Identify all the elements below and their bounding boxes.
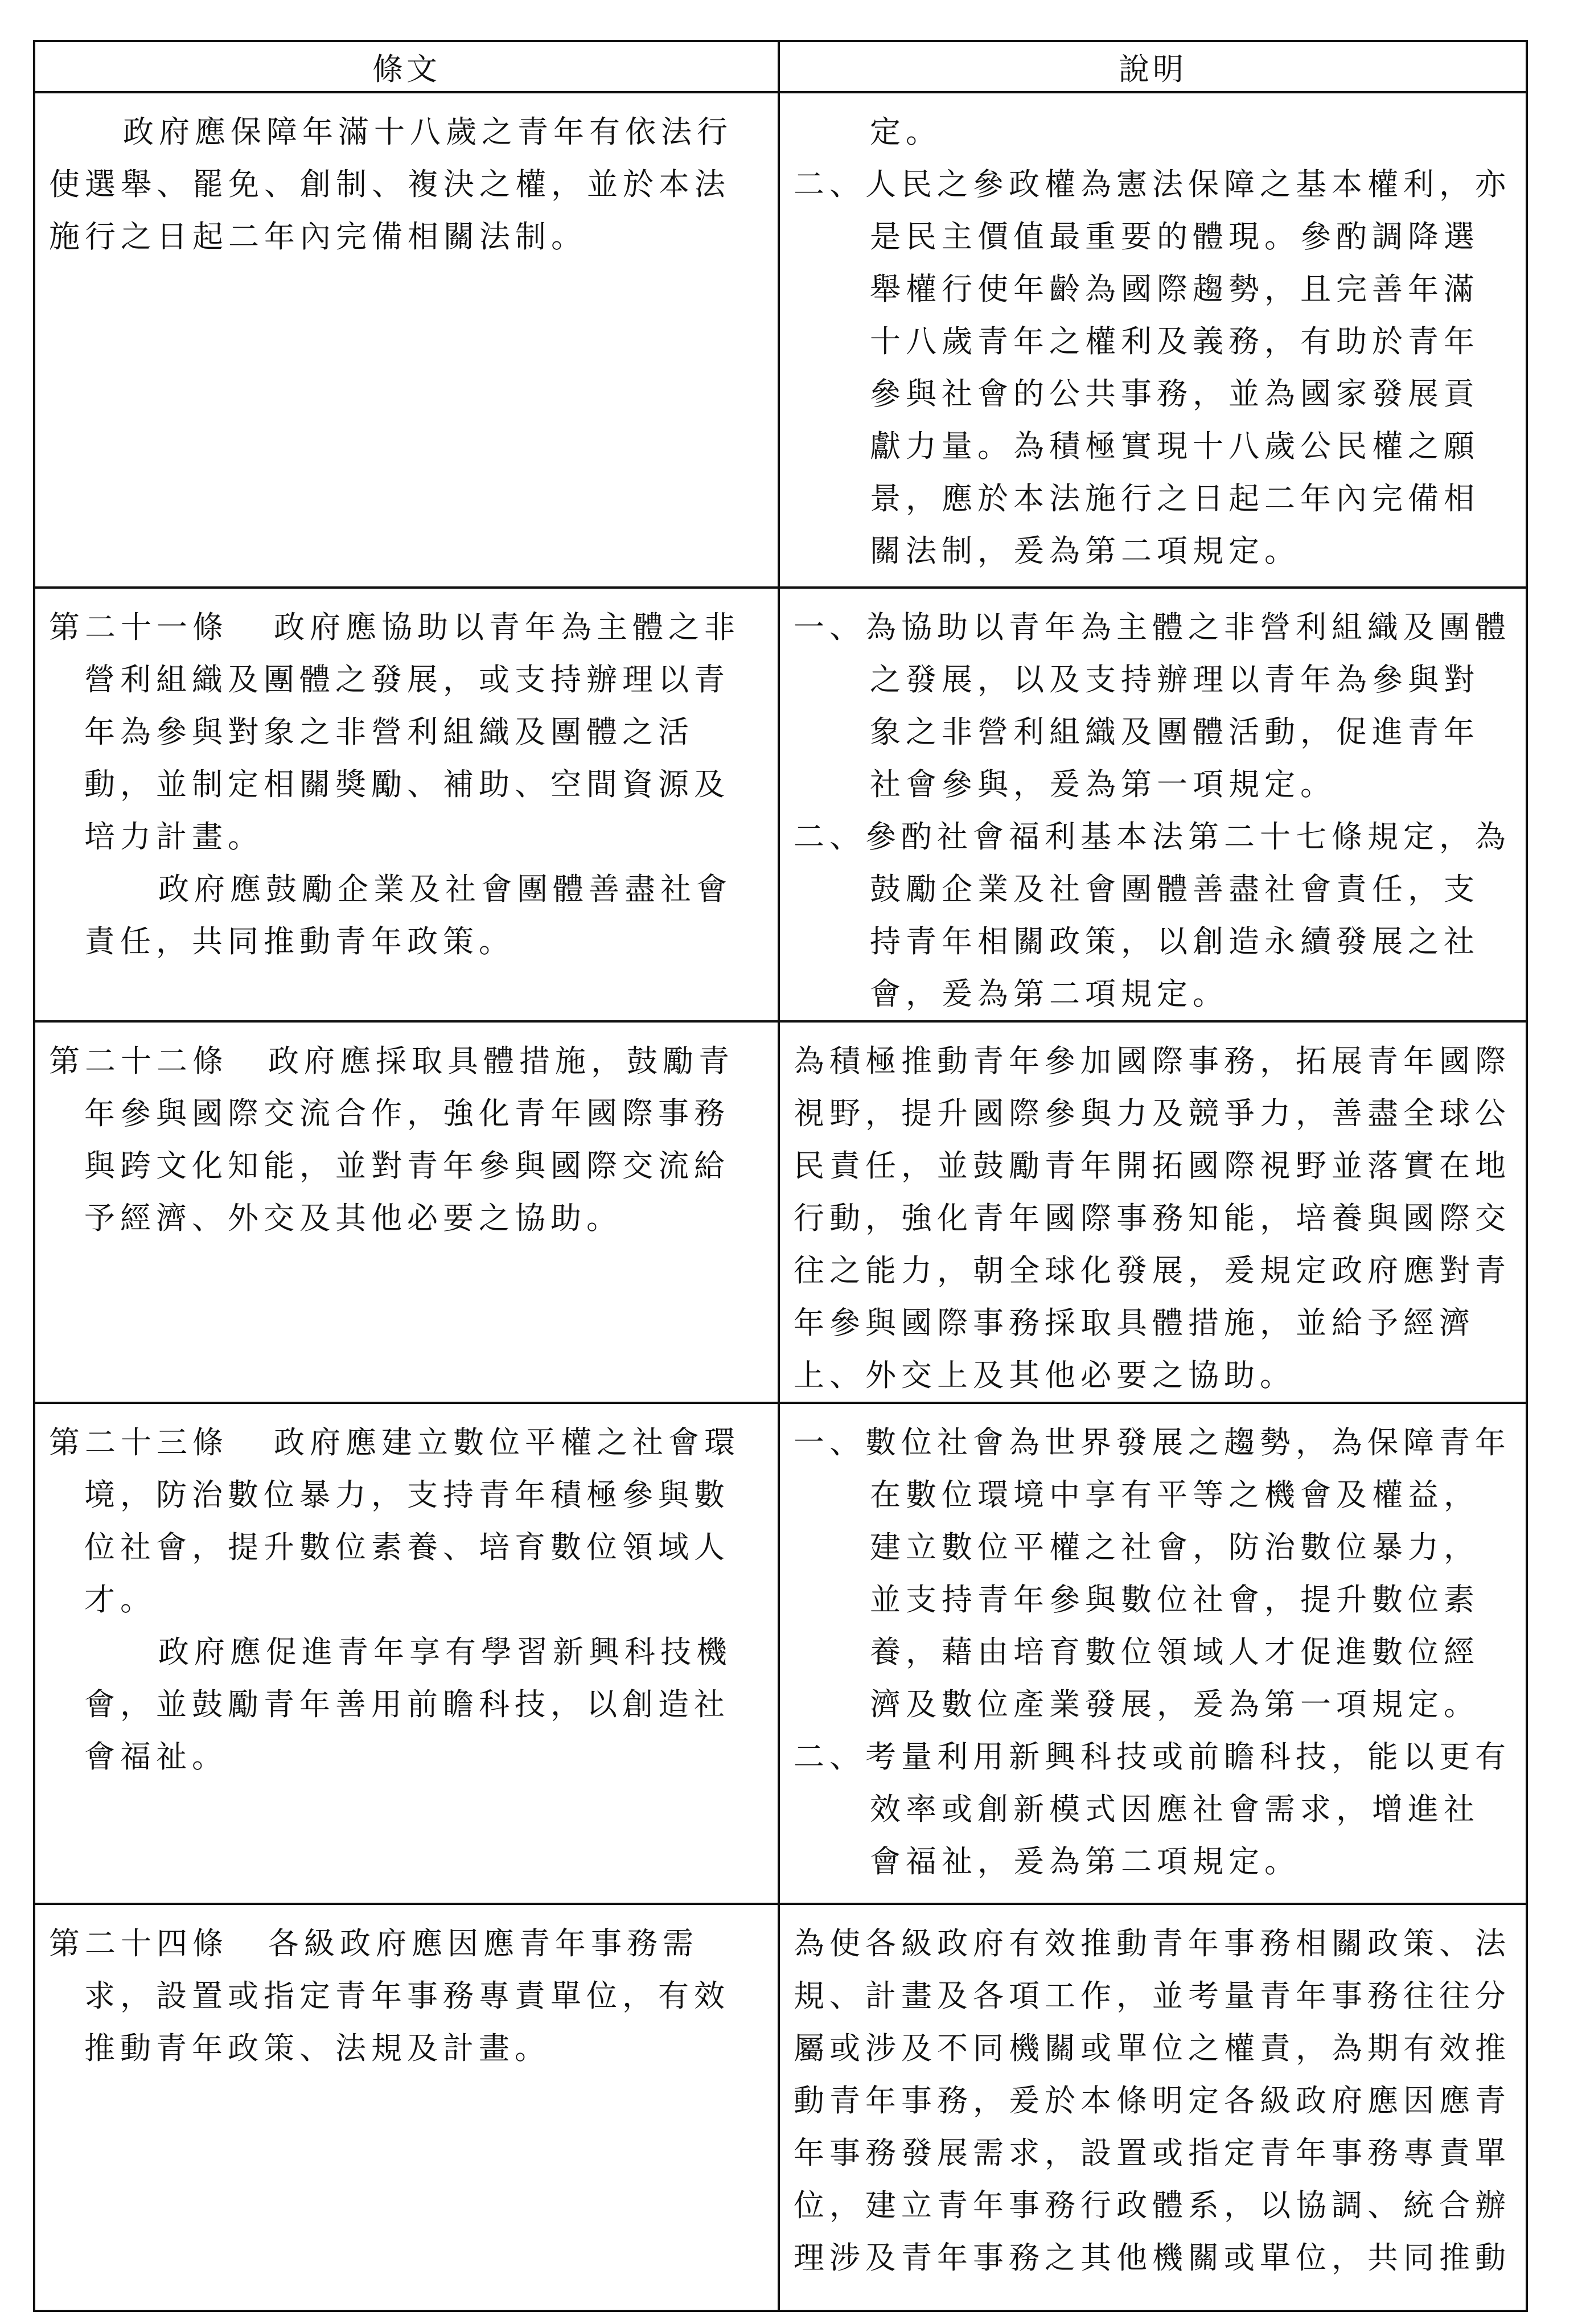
article-cell [34,1904,779,2311]
table-row [34,588,1527,1021]
explanation-item [794,811,1512,1020]
article-title: 第二十二條 [49,1043,228,1079]
provision-comparison-table [33,40,1528,2312]
article-paragraph-2: 政府應促進青年享有學習新興科技機會，並鼓勵青年善用前瞻科技，以創造社會福祉。 [84,1634,732,1775]
item-text: 為協助以青年為主體之非營利組織及團體之發展，以及支持辦理以青年為參與對象之非營利組織及團體活動，促進青年社會參與，爰為第一項規定。 [865,609,1511,802]
article-text: 各級政府應因應青年事務需求，設置或指定青年事務專責單位，有效推動青年政策、法規及計畫。 [84,1925,730,2066]
item-text: 參酌社會福利基本法第二十七條規定，為鼓勵企業及社會團體善盡社會責任，支持青年相關政策，以創造永續發展之社會，爰為第二項規定。 [865,819,1511,1012]
item-text: 人民之參政權為憲法保障之基本權利，亦是民主價值最重要的體現。參酌調降選舉權行使年齡為國際趨勢，且完善年滿十八歲青年之權利及義務，有助於青年參與社會的公共事務，並為國家發展貢獻力量。為積極實現十八歲公民權之願景，應於本法施行之日起二年內完備相關法制，爰為第二項規定。 [865,166,1511,569]
explanation-text: 為積極推動青年參加國際事務，拓展青年國際視野，提升國際參與力及競爭力，善盡全球公民責任，並鼓勵青年開拓國際視野並落實在地行動，強化青年國際事務知能，培養與國際交往之能力，朝全球化發展，爰規定政府應對青年參與國際事務採取具體措施，並給予經濟上、外交上及其他必要之協助。 [794,1043,1511,1393]
item-number: 一、 [794,1424,865,1460]
explanation-cell [779,1021,1527,1403]
table-row [34,92,1527,588]
item-number: 二、 [794,1739,865,1775]
item-text: 考量利用新興科技或前瞻科技，能以更有效率或創新模式因應社會需求，增進社會福祉，爰為第二項規定。 [865,1739,1511,1879]
article-text: 政府應協助以青年為主體之非營利組織及團體之發展，或支持辦理以青年為參與對象之非營利組織及團體之活動，並制定相關獎勵、補助、空間資源及培力計畫。 [84,609,740,855]
article-cell [34,588,779,1021]
explanation-item [794,1416,1512,1731]
explanation-cell [779,92,1527,588]
article-title: 第二十四條 [49,1925,228,1961]
article-paragraph-2: 政府應鼓勵企業及社會團體善盡社會責任，共同推動青年政策。 [84,871,732,959]
explanation-cell [779,1403,1527,1904]
table-row [34,1021,1527,1403]
header-article-column: 條文 [34,41,779,92]
article-title: 第二十一條 [49,609,228,645]
article-text: 政府應保障年滿十八歲之青年有依法行使選舉、罷免、創制、複決之權，並於本法施行之日起二年內完備相關法制。 [49,114,733,254]
article-paragraph [49,1035,764,1245]
header-explanation-column: 說明 [779,41,1527,92]
explanation-cell [779,588,1527,1021]
explanation-cell [779,1904,1527,2311]
article-cell [34,1403,779,1904]
table-header-row [34,41,1527,92]
item-text: 數位社會為世界發展之趨勢，為保障青年在數位環境中享有平等之機會及權益，建立數位平權之社會，防治數位暴力，並支持青年參與數位社會，提升數位素養，藉由培育數位領域人才促進數位經濟及數位產業發展，爰為第一項規定。 [865,1424,1511,1722]
article-paragraph [49,1917,764,2075]
explanation-item [794,1731,1512,1888]
article-text: 政府應採取具體措施，鼓勵青年參與國際交流合作，強化青年國際事務與跨文化知能，並對青年參與國際交流給予經濟、外交及其他必要之協助。 [84,1043,734,1236]
article-cell [34,92,779,588]
explanation-text: 為使各級政府有效推動青年事務相關政策、法規、計畫及各項工作，並考量青年事務往往分屬或涉及不同機關或單位之權責，為期有效推動青年事務，爰於本條明定各級政府應因應青年事務發展需求，設置或指定青年事務專責單位，建立青年事務行政體系，以協調、統合辦理涉及青年事務之其他機關或單位，共同推動 [794,1925,1511,2276]
article-cell [34,1021,779,1403]
article-paragraph [49,1416,764,1626]
article-text: 政府應建立數位平權之社會環境，防治數位暴力，支持青年積極參與數位社會，提升數位素養、培育數位領域人才。 [84,1424,740,1617]
explanation-item [794,601,1512,811]
item-number: 二、 [794,166,865,202]
item-number: 一、 [794,609,865,645]
explanation-item [794,158,1512,577]
item-number: 二、 [794,819,865,855]
table-row [34,1403,1527,1904]
article-paragraph [49,601,764,863]
article-title: 第二十三條 [49,1424,228,1460]
explanation-continuation: 定。 [870,114,942,150]
table-row [34,1904,1527,2311]
